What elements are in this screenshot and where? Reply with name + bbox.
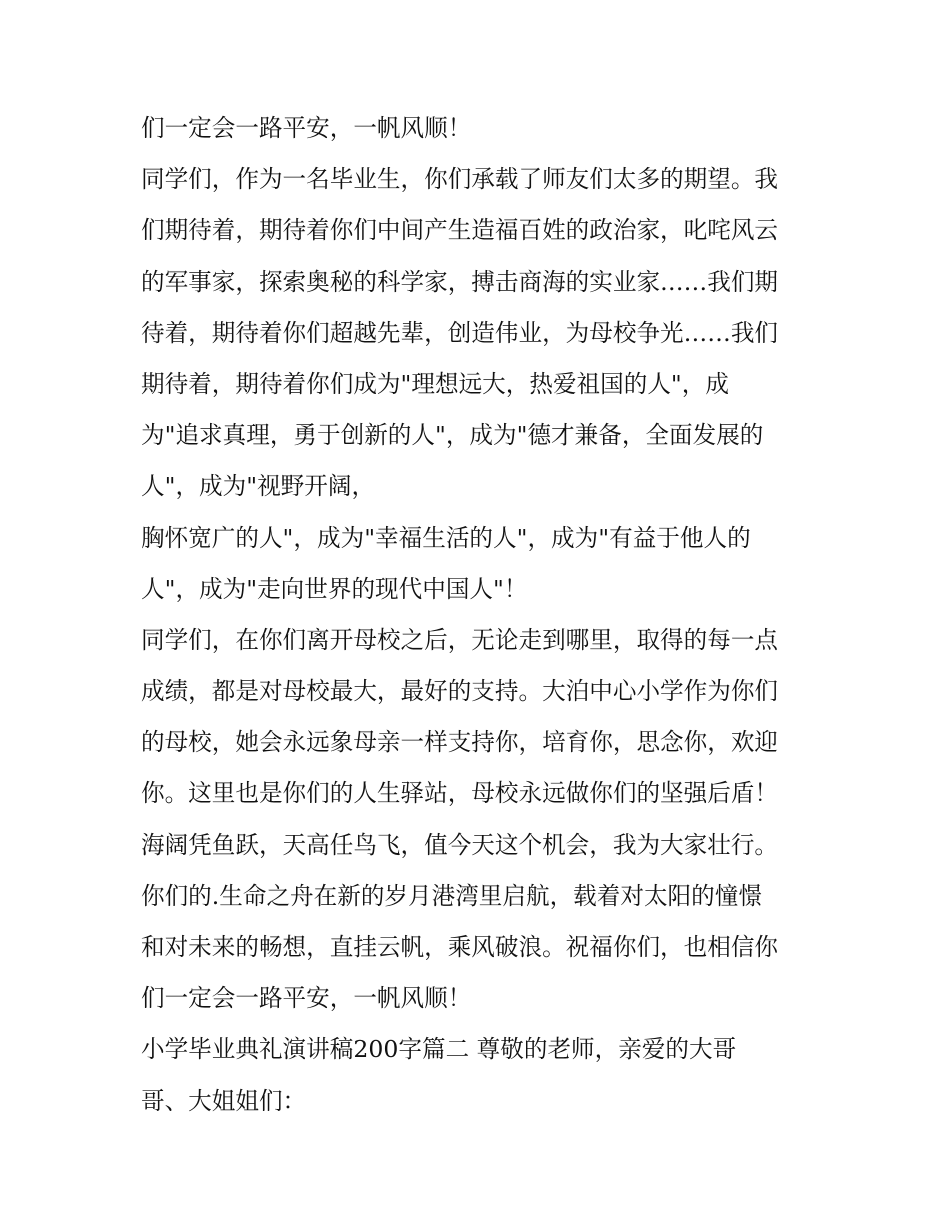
- text-line: 们一定会一路平安，一帆风顺！: [141, 984, 472, 1013]
- text-line: 同学们，作为一名毕业生，你们承载了师友们太多的期望。我: [141, 165, 779, 194]
- text-line: 你。这里也是你们的人生驿站，母校永远做你们的坚强后盾！: [141, 779, 779, 808]
- text-line: 胸怀宽广的人"，成为"幸福生活的人"，成为"有益于他人的: [141, 523, 751, 552]
- text-line: 待着，期待着你们超越先辈，创造伟业，为母校争光……我们: [141, 318, 779, 347]
- text-line: 的军事家，探索奥秘的科学家，搏击商海的实业家……我们期: [141, 267, 779, 296]
- text-line: 哥、大姐姐们：: [141, 1086, 307, 1115]
- section-heading-line: 小学毕业典礼演讲稿200字篇二 尊敬的老师，亲爱的大哥: [141, 1035, 737, 1064]
- text-line: 同学们，在你们离开母校之后，无论走到哪里，取得的每一点: [141, 625, 779, 654]
- text-line: 人"，成为"走向世界的现代中国人"！: [141, 574, 528, 603]
- text-line: 海阔凭鱼跃，天高任鸟飞，值今天这个机会，我为大家壮行。: [141, 830, 779, 859]
- text-line: 为"追求真理，勇于创新的人"，成为"德才兼备，全面发展的: [141, 421, 764, 450]
- text-line: 的母校，她会永远象母亲一样支持你，培育你，思念你，欢迎: [141, 728, 779, 757]
- text-line: 和对未来的畅想，直挂云帆，乘风破浪。祝福你们，也相信你: [141, 933, 779, 961]
- text-line: 期待着，期待着你们成为"理想远大，热爱祖国的人"，成: [141, 369, 729, 398]
- text-line: 成绩，都是对母校最大，最好的支持。大泊中心小学作为你们: [141, 677, 779, 706]
- text-line: 人"，成为"视野开阔，: [141, 472, 376, 501]
- text-line: 你们的.生命之舟在新的岁月港湾里启航，载着对太阳的憧憬: [141, 881, 762, 910]
- text-line: 们期待着，期待着你们中间产生造福百姓的政治家，叱咤风云: [141, 216, 779, 245]
- speech-text-body: [141, 110, 831, 1134]
- text-line: 们一定会一路平安，一帆风顺！: [141, 114, 472, 142]
